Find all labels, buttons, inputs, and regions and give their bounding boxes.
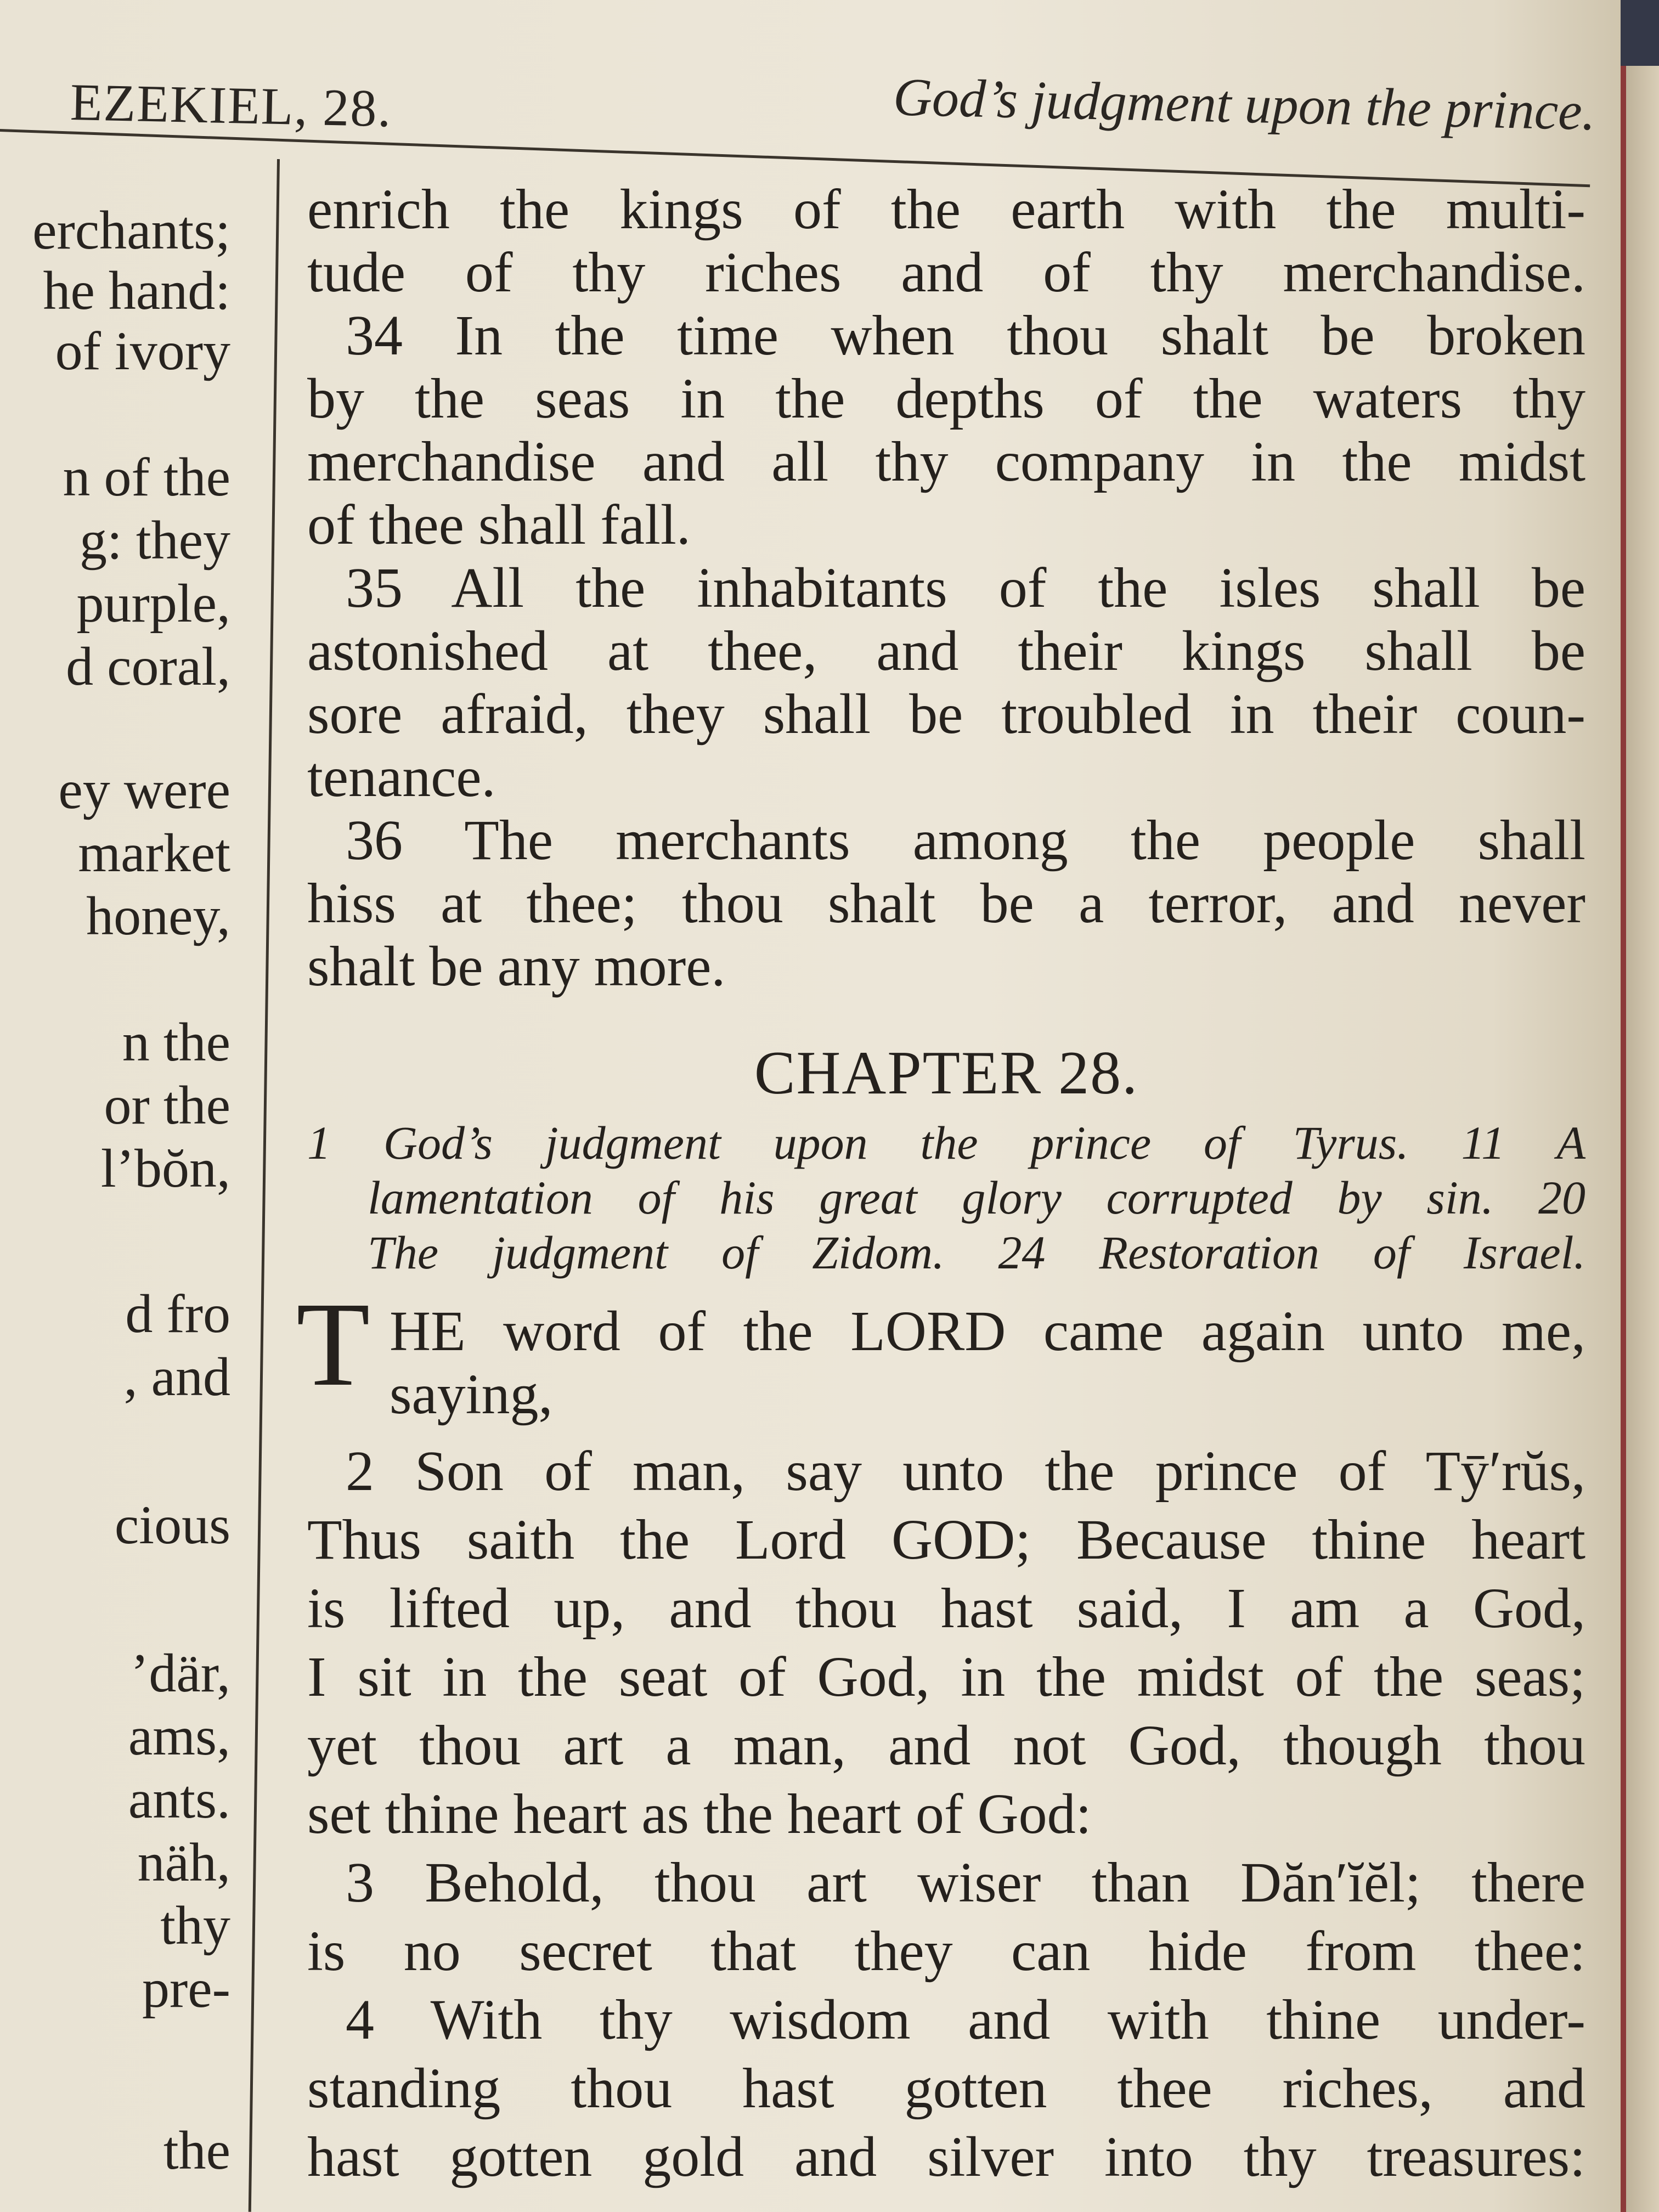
verse-line: 35 All the inhabitants of the isles shall be [346,556,1585,619]
left-column-fragments [0,192,241,2212]
left-column-line: cious [114,1494,230,1555]
left-column-line: purple, [76,573,230,634]
verse-line: shalt be any more. [307,935,726,998]
left-column-line: thy [160,1895,230,1956]
running-head-topic: God’s judgment upon the prince. [893,67,1596,142]
left-column-line: he hand: [43,260,230,321]
verse-line: astonished at thee, and their kings shall be [307,619,1585,682]
left-column-line: market [78,822,230,883]
verse-line: by the seas in the depths of the waters thy [307,367,1585,430]
verse-line: saying, [390,1363,553,1426]
verse-line: 4 With thy wisdom and with thine under- [346,1988,1585,2051]
column-rule [249,159,280,2212]
chapter-summary-line: The judgment of Zidom. 24 Restoration of Israel. [368,1226,1585,1279]
left-column-line: pre- [142,1958,230,2019]
chapter-summary-line: lamentation of his great glory corrupted by sin. 20 [368,1171,1585,1224]
left-column-line: honey, [86,885,230,946]
chapter-heading: CHAPTER 28. [754,1039,1139,1107]
main-column [296,170,1591,2212]
left-column-line: ey were [58,759,230,820]
verse-line: HE word of the LORD came again unto me, [390,1300,1585,1363]
verse-line: standing thou hast gotten thee riches, and [307,2057,1585,2120]
verse-line: tude of thy riches and of thy merchandise. [307,241,1585,304]
page-edge-red-stain [1621,66,1626,2212]
verse-line: enrich the kings of the earth with the multi- [307,178,1585,241]
verse-line: 2 Son of man, say unto the prince of Tȳ′rŭs, [346,1440,1585,1503]
chapter-summary-line: 1 God’s judgment upon the prince of Tyrus. 11 A [307,1116,1585,1169]
left-column-line: the [163,2120,230,2181]
verse-line: merchandise and all thy company in the midst [307,430,1585,493]
left-column-line: n of the [63,447,230,507]
left-column-line: n the [122,1012,230,1073]
verse-line: 3 Behold, thou art wiser than Dăn′ĭĕl; there [346,1851,1585,1914]
verse-line: is no secret that they can hide from thee: [307,1920,1585,1983]
left-column-line: d fro [125,1283,230,1344]
left-column-line: l’bŏn, [100,1138,230,1199]
left-column-line: ’där, [131,1643,230,1703]
running-head [70,49,1596,169]
verse-line: I sit in the seat of God, in the midst of the seas; [307,1645,1585,1708]
next-page-edge [1621,66,1659,2212]
verse-line: Thus saith the Lord GOD; Because thine heart [307,1508,1585,1571]
verse-line: is lifted up, and thou hast said, I am a God, [307,1577,1585,1640]
left-column-line: or the [104,1075,230,1136]
verse-line: set thine heart as the heart of God: [307,1782,1092,1846]
verse-line: 36 The merchants among the people shall [346,809,1585,872]
verse-line: hiss at thee; thou shalt be a terror, and never [307,872,1585,935]
left-column-line: ants. [128,1769,230,1830]
verse-line: yet thou art a man, and not God, though thou [307,1714,1585,1777]
left-column-line: g: they [80,510,230,571]
left-column-line: of ivory [55,320,230,381]
verse-line: hast gotten gold and silver into thy treasures: [307,2125,1585,2188]
verse-line: 34 In the time when thou shalt be broken [346,304,1585,367]
left-column-line: d coral, [66,636,230,697]
left-column-line: ams, [128,1706,230,1767]
verse-line: tenance. [307,746,496,809]
verse-line: sore afraid, they shall be troubled in their coun- [307,682,1585,746]
running-head-book-chapter: EZEKIEL, 28. [69,72,393,138]
left-column-line: erchants; [32,200,230,261]
drop-cap: T [296,1277,370,1411]
verse-line: of thee shall fall. [307,493,691,556]
left-column-line: , and [123,1346,230,1407]
left-column-line: näh, [137,1832,230,1893]
